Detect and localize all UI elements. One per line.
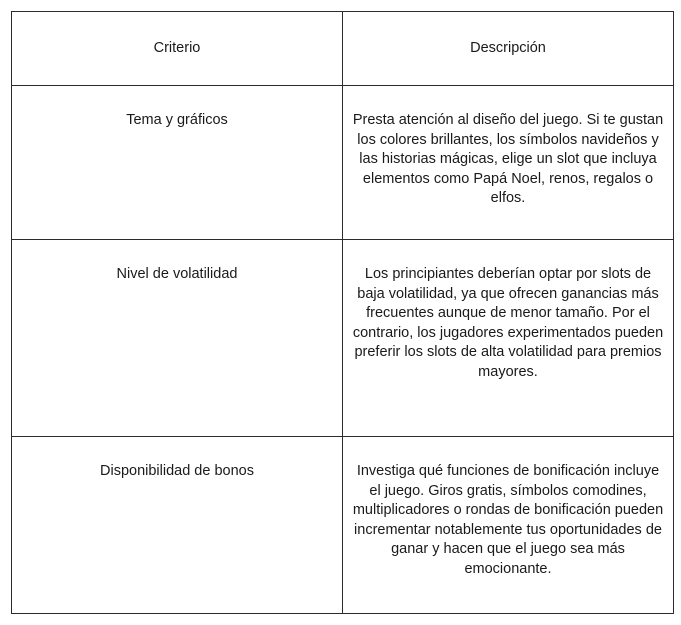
descripcion-text: Presta atención al diseño del juego. Si te gustan los colores brillantes, los símbolos navideños y las historias mágicas, elige un slot que incluya elementos como Papá Noel, renos, regalos o elfos. xyxy=(352,112,664,206)
descripcion-text: Investiga qué funciones de bonificación incluye el juego. Giros gratis, símbolos comodines, multiplicadores o rondas de bonificación pueden incrementar notablemente tus oportunidades de ganar y hacen que el juego sea más emocionante. xyxy=(352,463,664,577)
table-row xyxy=(12,86,674,240)
criterio-text: Disponibilidad de bonos xyxy=(100,463,254,479)
table-row xyxy=(12,240,674,437)
table-header-row xyxy=(12,12,674,86)
descripcion-cell xyxy=(343,437,674,614)
descripcion-cell xyxy=(343,86,674,240)
criterio-cell xyxy=(12,437,343,614)
criterio-cell xyxy=(12,86,343,240)
table-row xyxy=(12,437,674,614)
descripcion-cell xyxy=(343,240,674,437)
criterio-text: Nivel de volatilidad xyxy=(116,266,238,282)
header-descripcion: Descripción xyxy=(343,12,674,86)
descripcion-text: Los principiantes deberían optar por slots de baja volatilidad, ya que ofrecen ganancias más frecuentes aunque de menor tamaño. Por el contrario, los jugadores experimentados pueden preferir los slots de alta volatilidad para premios mayores. xyxy=(352,266,664,380)
criterio-text: Tema y gráficos xyxy=(126,112,228,128)
criterio-cell xyxy=(12,240,343,437)
header-criterio: Criterio xyxy=(12,12,343,86)
criteria-table xyxy=(11,11,674,614)
